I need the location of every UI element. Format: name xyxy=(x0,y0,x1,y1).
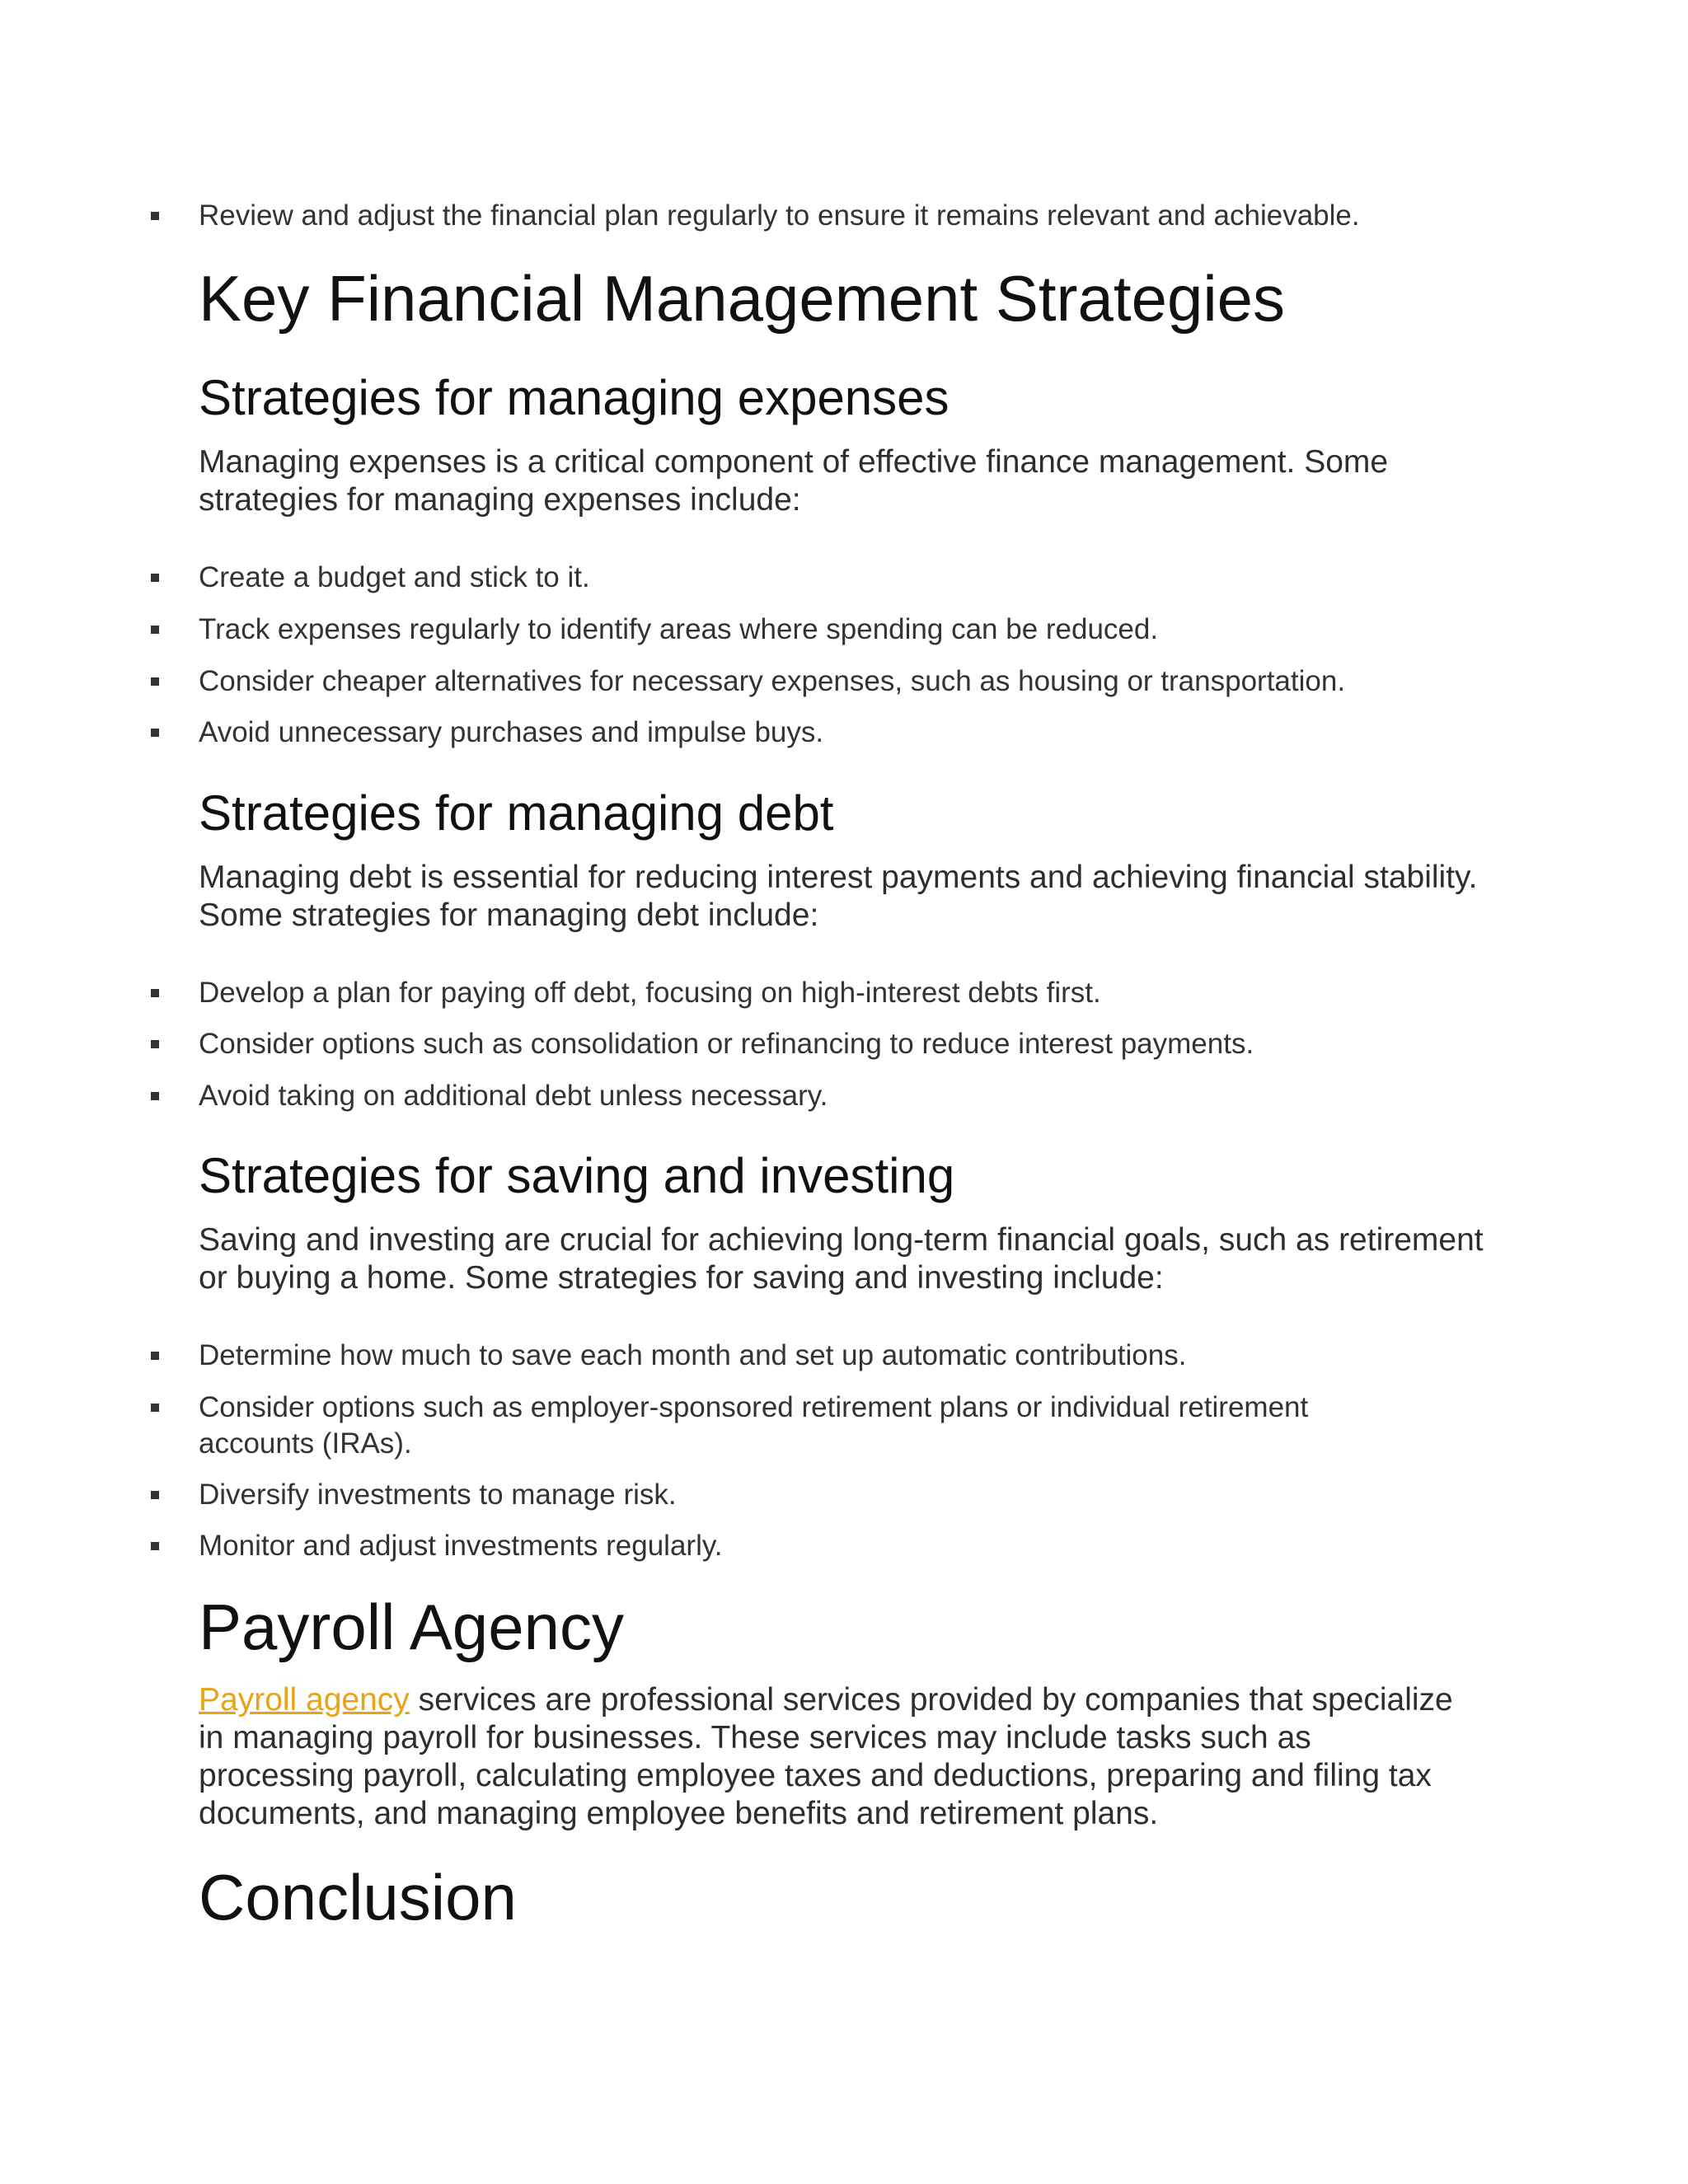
paragraph-saving: Saving and investing are crucial for achieving long-term financial goals, such as retirement or buying a home. Some strategies for saving and investing include: xyxy=(199,1222,1484,1296)
list-item-text: Consider options such as employer-sponsored retirement plans or individual retirement accounts (IRAs). xyxy=(199,1391,1309,1460)
paragraph-debt: Managing debt is essential for reducing interest payments and achieving financial stability. Some strategies for managing debt include: xyxy=(199,860,1478,933)
bullet-icon xyxy=(151,989,159,997)
list-item-text: Track expenses regularly to identify areas where spending can be reduced. xyxy=(199,613,1159,645)
subsection-heading-debt: Strategies for managing debt xyxy=(199,785,834,841)
section-title-conclusion: Conclusion xyxy=(199,1861,517,1933)
list-item-text: Consider cheaper alternatives for necessary expenses, such as housing or transportation. xyxy=(199,665,1346,697)
list-item-text: Determine how much to save each month and set up automatic contributions. xyxy=(199,1339,1187,1371)
list-item-text: Avoid unnecessary purchases and impulse buys. xyxy=(199,716,824,748)
section-title-key-strategies: Key Financial Management Strategies xyxy=(199,262,1286,335)
subsection-heading-saving: Strategies for saving and investing xyxy=(199,1148,955,1203)
bullet-icon xyxy=(151,1542,159,1550)
bullet-icon xyxy=(151,1404,159,1412)
list-item-text: Diversify investments to manage risk. xyxy=(199,1479,677,1511)
section-title-payroll-agency: Payroll Agency xyxy=(199,1591,624,1663)
paragraph-expenses: Managing expenses is a critical component of effective finance management. Some strategies for managing expenses include: xyxy=(199,444,1389,518)
bullet-icon xyxy=(151,1092,159,1100)
list-item-text: Create a budget and stick to it. xyxy=(199,561,590,593)
list-item-text: Review and adjust the financial plan regularly to ensure it remains relevant and achievable. xyxy=(199,199,1360,232)
bullet-icon xyxy=(151,626,159,634)
list-item-text: Monitor and adjust investments regularly. xyxy=(199,1530,723,1562)
bullet-icon xyxy=(151,574,159,582)
bullet-icon xyxy=(151,1040,159,1048)
bullet-icon xyxy=(151,729,159,737)
bullet-icon xyxy=(151,1352,159,1360)
list-item-text: Develop a plan for paying off debt, focusing on high-interest debts first. xyxy=(199,977,1101,1009)
subsection-heading-expenses: Strategies for managing expenses xyxy=(199,370,950,425)
bullet-icon xyxy=(151,212,159,220)
bullet-icon xyxy=(151,677,159,686)
list-item-text: Consider options such as consolidation or refinancing to reduce interest payments. xyxy=(199,1028,1254,1060)
paragraph-payroll-text: services are professional services provided by companies that specialize in managing payroll for businesses. These services may include tasks such as processing payroll, calculating employee taxes and deductions, preparing and filing tax documents, and managing employee benefits and retirement plans. xyxy=(199,1682,1453,1831)
paragraph-payroll xyxy=(199,1681,1468,1833)
bullet-icon xyxy=(151,1491,159,1499)
list-item-text: Avoid taking on additional debt unless necessary. xyxy=(199,1080,828,1112)
payroll-agency-link[interactable]: Payroll agency xyxy=(199,1682,410,1718)
